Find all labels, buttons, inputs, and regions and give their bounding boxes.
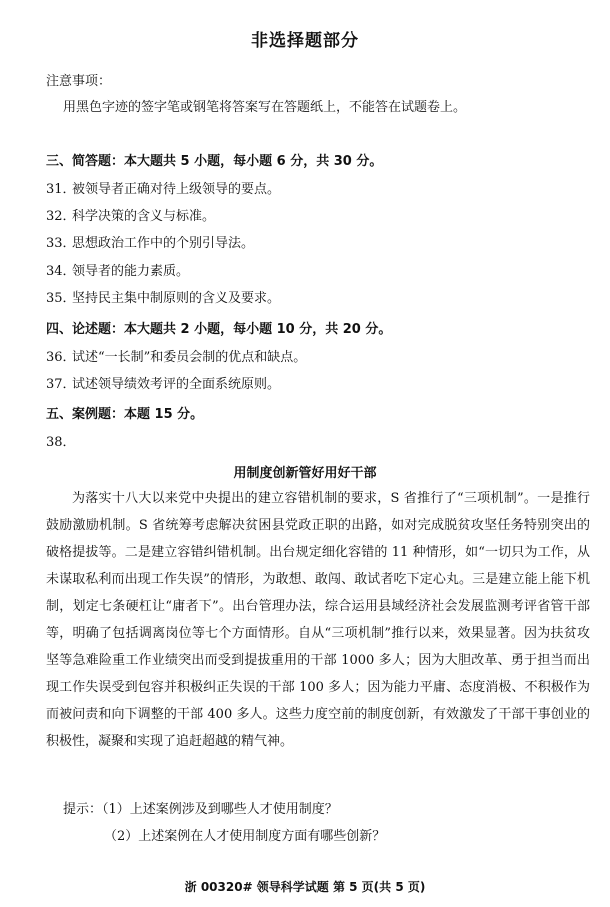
section-3-heading: 三、简答题：本大题共 5 小题，每小题 6 分，共 30 分。 bbox=[46, 154, 383, 169]
question-number: 33． bbox=[46, 236, 76, 251]
question-number: 34． bbox=[46, 264, 76, 279]
question-number: 32． bbox=[46, 209, 76, 224]
question-number: 31． bbox=[46, 182, 76, 197]
question-32 bbox=[46, 205, 215, 224]
question-text: 思想政治工作中的个别引导法。 bbox=[72, 236, 255, 251]
case-body: 为落实十八大以来党中央提出的建立容错机制的要求，S 省推行了“三项机制”。一是推行鼓励激励机制。S 省统筹考虑解决贫困县党政正职的出路，如对完成脱贫攻坚任务特别突出的破格提拔等。二是建立容错纠错机制。出台规定细化容错的 11 种情形，如“一切只为工作，从未谋取私利而出现工作失误”的情形，为敢想、敢闯、敢试者吃下定心丸。三是建立能上能下机制，划定七条硬杠让“庸者下”。出台管理办法，综合运用县域经济社会发展监测考评省管干部等，明确了包括调离岗位等七个方面情形。自从“三项机制”推行以来，效果显著。因为扶贫攻坚等急难险重工作业绩突出而受到提拔重用的干部 1000 多人；因为大胆改革、勇于担当而出现工作失误受到包容并积极纠正失误的干部 100 多人；因为能力平庸、态度消极、不积极作为而被问责和向下调整的干部 400 多人。这些力度空前的制度创新，有效激发了干部干事创业的积极性，凝聚和实现了追赶超越的精气神。 bbox=[46, 491, 590, 749]
question-text: 被领导者正确对待上级领导的要点。 bbox=[72, 182, 281, 197]
page-footer: 浙 00320# 领导科学试题 第 5 页(共 5 页) bbox=[184, 880, 426, 894]
question-number: 35． bbox=[46, 291, 76, 306]
question-35 bbox=[46, 287, 280, 306]
question-38-number: 38． bbox=[46, 435, 76, 450]
case-title: 用制度创新管好用好干部 bbox=[233, 466, 377, 481]
page-title: 非选择题部分 bbox=[251, 31, 359, 51]
question-34 bbox=[46, 260, 189, 279]
question-number: 36． bbox=[46, 350, 76, 365]
case-prompt-2: （2）上述案例在人才使用制度方面有哪些创新？ bbox=[104, 829, 386, 844]
question-37 bbox=[46, 373, 280, 392]
question-33 bbox=[46, 232, 254, 251]
notes-heading: 注意事项： bbox=[46, 74, 112, 89]
case-prompt-1: 提示：（1）上述案例涉及到哪些人才使用制度？ bbox=[63, 802, 338, 817]
question-text: 试述“一长制”和委员会制的优点和缺点。 bbox=[72, 350, 307, 365]
question-31 bbox=[46, 178, 280, 197]
question-text: 坚持民主集中制原则的含义及要求。 bbox=[72, 291, 281, 306]
question-text: 试述领导绩效考评的全面系统原则。 bbox=[72, 377, 281, 392]
question-text: 领导者的能力素质。 bbox=[72, 264, 190, 279]
notes-text: 用黑色字迹的签字笔或钢笔将答案写在答题纸上，不能答在试题卷上。 bbox=[63, 100, 467, 115]
question-text: 科学决策的含义与标准。 bbox=[72, 209, 216, 224]
question-36 bbox=[46, 346, 306, 365]
section-4-heading: 四、论述题：本大题共 2 小题，每小题 10 分，共 20 分。 bbox=[46, 322, 392, 337]
question-number: 37． bbox=[46, 377, 76, 392]
section-5-heading: 五、案例题：本题 15 分。 bbox=[46, 407, 204, 422]
